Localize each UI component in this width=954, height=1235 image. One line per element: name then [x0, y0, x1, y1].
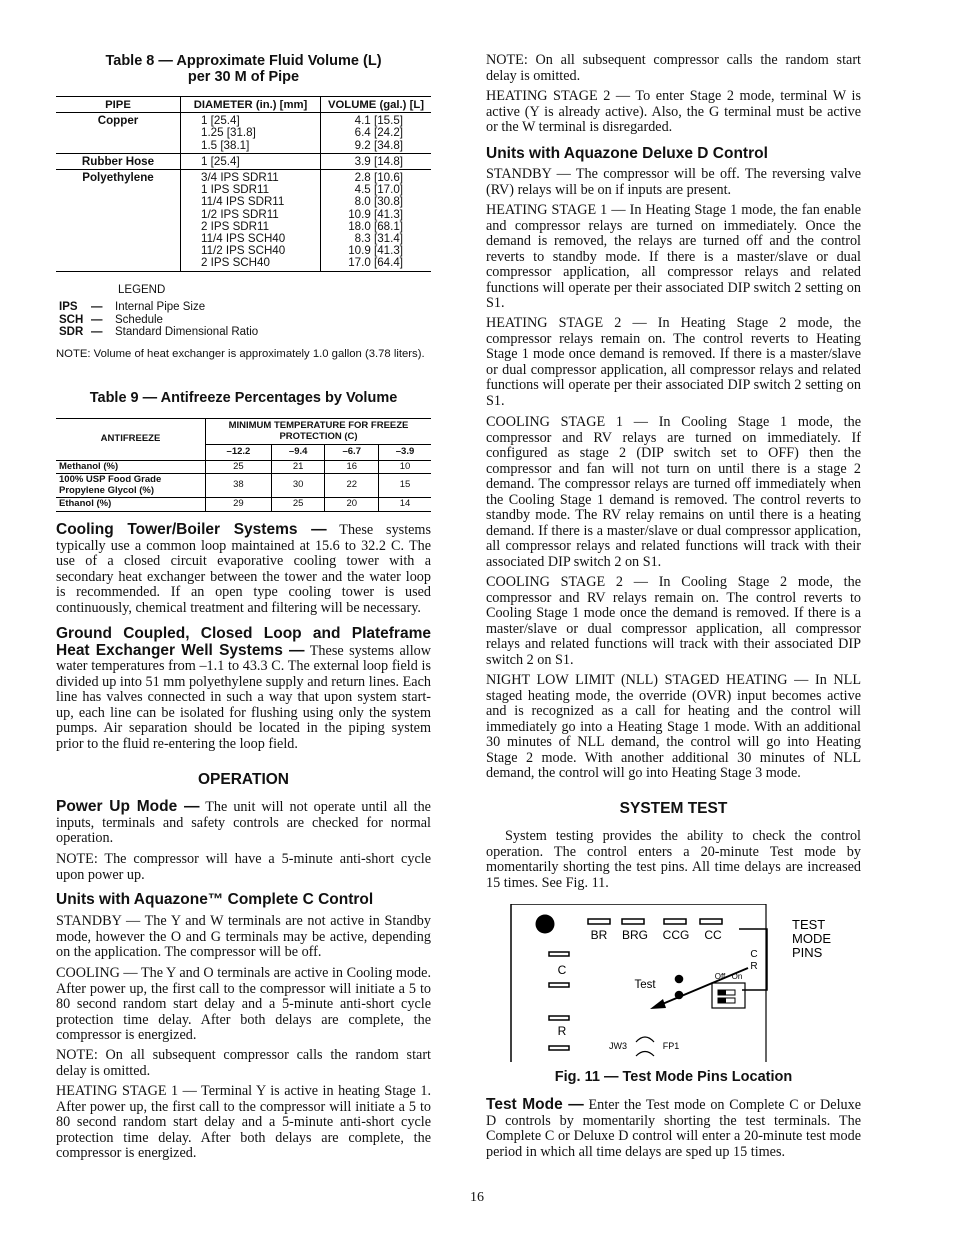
ground-coupled-heading: Ground Coupled, Closed Loop and Plateframe Heat Exchanger Well Systems — — [56, 625, 431, 659]
table9 — [56, 418, 431, 512]
legend-text: Schedule — [115, 313, 163, 326]
table8-title: Table 8 — Approximate Fluid Volume (L) per 30 M of Pipe — [105, 53, 382, 85]
table8-cell-diameter: 1 [25.4] 1.25 [31.8] 1.5 [38.1] — [181, 113, 321, 154]
table9-header-temp: –6.7 — [325, 445, 379, 461]
table8-cell-volume: 3.9 [14.8] — [321, 153, 432, 169]
legend-list — [59, 301, 258, 339]
table8-cell-volume: 4.1 [15.5] 6.4 [24.2] 9.2 [34.8] — [321, 113, 432, 154]
legend-abbr: SDR — [59, 326, 84, 338]
fp1-label: FP1 — [662, 1041, 680, 1051]
heating1-d-paragraph: HEATING STAGE 1 — In Heating Stage 1 mode, the fan enable and compressor relays are turned on immediately. Once the demand is removed, the relays are turned off and the control reverts to standby mode. If there is a master/slave or dual compressor application, all compressor relays and related functions will operate per their associated DIP switch 2 setting on S1. — [486, 202, 861, 312]
pin-label-cc: CC — [704, 928, 722, 942]
power-up-paragraph — [56, 799, 431, 847]
terminal-label-c: C — [557, 963, 567, 977]
test-pin — [675, 975, 684, 984]
page-number: 16 — [470, 1190, 484, 1205]
table8-cell-pipe: Rubber Hose — [56, 153, 181, 169]
table9-cell-value: 25 — [206, 460, 272, 474]
table8-cell-diameter: 3/4 IPS SDR11 1 IPS SDR11 11/4 IPS SDR11 1/2 IPS SDR11 2 IPS SDR11 11/4 IPS SCH40 11/2 IPS SCH40 2 IPS SCH40 — [181, 170, 321, 272]
table-row — [56, 113, 431, 154]
table8-cell-pipe: Copper — [56, 113, 181, 154]
table9-header-temp: –3.9 — [379, 445, 431, 461]
table-row — [56, 170, 431, 272]
note-anti-short: NOTE: The compressor will have a 5-minute anti-short cycle upon power up. — [56, 851, 431, 883]
system-test-paragraph: System testing provides the ability to check the control operation. The control enters a 20-minute Test mode by momentarily shorting the test pins. All time delays are increased 15 times. See Fig. 11. — [486, 828, 861, 891]
dip-on-label: On — [731, 972, 743, 981]
legend-dash: — — [91, 313, 103, 326]
cr-label-r: R — [750, 961, 758, 972]
operation-heading: OPERATION — [198, 771, 289, 788]
figure-caption: Fig. 11 — Test Mode Pins Location — [554, 1069, 793, 1085]
table9-cell-value: 38 — [206, 474, 272, 498]
cooling-tower-heading: Cooling Tower/Boiler Systems — — [56, 521, 327, 538]
note-random-start: NOTE: On all subsequent compressor calls the random start delay is omitted. — [56, 1047, 431, 1079]
table-row — [56, 498, 431, 512]
table8-header-volume: VOLUME (gal.) [L] — [321, 97, 432, 113]
header-pins — [588, 919, 722, 924]
cooling-tower-paragraph — [56, 522, 431, 616]
table9-cell-value: 15 — [379, 474, 431, 498]
power-up-text: The unit will not operate until all the inputs, terminals and safety controls are checked for normal operation. — [56, 799, 431, 847]
terminal-label-r: R — [557, 1024, 567, 1038]
dip-off-label: Off — [714, 972, 726, 981]
table9-cell-name: Methanol (%) — [56, 460, 206, 474]
table-row — [56, 460, 431, 474]
legend-item — [59, 326, 258, 339]
table-row — [56, 474, 431, 498]
standby-d-paragraph: STANDBY — The compressor will be off. The reversing valve (RV) relays will be on if inputs are present. — [486, 166, 861, 198]
table9-title: Table 9 — Antifreeze Percentages by Volume — [89, 390, 398, 406]
power-up-heading: Power Up Mode — — [56, 798, 200, 815]
table9-cell-value: 14 — [379, 498, 431, 512]
mounting-hole — [536, 915, 555, 934]
table9-cell-name: Ethanol (%) — [56, 498, 206, 512]
heating1-c-paragraph: HEATING STAGE 1 — Terminal Y is active in heating Stage 1. After power up, the first call to the compressor will initiate a 5 to 80 second random start delay and a 5-minute anti-short cycle protection time delay. After both delays are complete, the compressor is energized. — [56, 1083, 431, 1162]
legend-abbr: SCH — [59, 313, 84, 326]
test-mode-text: Enter the Test mode on Complete C or Deluxe D controls by momentarily shorting the test terminals. The Complete C or Deluxe D control will enter a 20-minute test mode period in which all time delays are sped up 15 times. — [486, 1097, 861, 1160]
test-mode-heading: Test Mode — — [486, 1096, 584, 1113]
cooling1-d-paragraph: COOLING STAGE 1 — In Cooling Stage 1 mode, the compressor and RV relays are turned on immediately. If configured as stage 2 (DIP switch set to OFF) then the compressor and fan will not turn on until there is a stage 2 demand. The compressor relays are turned off immediately when the Cooling Stage 1 demand is removed. The control reverts to standby mode. The RV relay remains on until there is a heating demand. If there is a master/slave or dual compressor application, all compressor relays and related functions will track with their associated DIP switch 2 on S1. — [486, 414, 861, 570]
pin-label-ccg: CCG — [662, 928, 690, 942]
table9-header-group: MINIMUM TEMPERATURE FOR FREEZE PROTECTION (C) — [206, 419, 432, 445]
table9-cell-value: 16 — [325, 460, 379, 474]
jw3-label: JW3 — [609, 1041, 627, 1051]
table8-cell-pipe: Polyethylene — [56, 170, 181, 272]
complete-c-heading: Units with Aquazone™ Complete C Control — [56, 891, 374, 908]
test-mode-pins-callout: TEST MODE PINS — [792, 917, 831, 960]
pin-label-br: BR — [590, 928, 608, 942]
table8 — [56, 96, 431, 272]
heating2-d-paragraph: HEATING STAGE 2 — In Heating Stage 2 mode, the compressor relays remain on. The control reverts to Heating Stage 1 mode once demand is removed. If there is a master/slave or dual compressor application, all compressor relays and related functions will operate per their associated DIP switch 2 setting on S1. — [486, 315, 861, 409]
legend-title: LEGEND — [118, 284, 166, 296]
cr-label-c: C — [750, 949, 758, 960]
table9-cell-value: 30 — [271, 474, 325, 498]
cooling-c-paragraph: COOLING — The Y and O terminals are active in Cooling mode. After power up, the first call to the compressor will initiate a 5 to 80 second random start delay and a 5-minute anti-short cycle protection time delay. After both delays are complete, the compressor is energized. — [56, 965, 431, 1044]
table8-cell-volume: 2.8 [10.6] 4.5 [17.0] 8.0 [30.8] 10.9 [41.3] 18.0 [68.1] 8.3 [31.4] 10.9 [41.3] 17.0 [64.4] — [321, 170, 432, 272]
ground-coupled-text: These systems allow water temperatures from –1.1 to 43.3 C. The external loop field is divided up into 51 mm polyethylene supply and return lines. Each line has valves connected in such a way that upon system start-up, each line can be isolated for flushing using only the system pumps. Air separation should be located in the piping system prior to the fluid re-entering the loop field. — [56, 642, 431, 752]
legend-text: Internal Pipe Size — [115, 301, 206, 313]
table8-note: NOTE: Volume of heat exchanger is approximately 1.0 gallon (3.78 liters). — [56, 348, 425, 360]
legend-item — [59, 301, 258, 314]
table9-header-antifreeze: ANTIFREEZE — [56, 419, 206, 461]
deluxe-d-heading: Units with Aquazone Deluxe D Control — [486, 145, 768, 162]
table9-header-temp: –12.2 — [206, 445, 272, 461]
test-mode-pins-figure — [510, 904, 860, 1064]
test-label: Test — [634, 979, 656, 991]
legend-dash: — — [91, 326, 103, 338]
table9-cell-value: 20 — [325, 498, 379, 512]
cooling-tower-text: These systems typically use a common loop maintained at 15.6 to 32.2 C. The use of a closed circuit evaporative cooling tower with a secondary heat exchanger between the tower and the water loop is recommended. If an open type cooling tower is used continuously, chemical treatment and filtering will be necessary. — [56, 522, 431, 616]
table8-header-diameter: DIAMETER (in.) [mm] — [181, 97, 321, 113]
jumper-arc — [636, 1052, 654, 1057]
legend-item — [59, 314, 258, 327]
standby-c-paragraph: STANDBY — The Y and W terminals are not active in Standby mode, however the O and G terminals may be active, depending on the application. The compressor will be off. — [56, 913, 431, 961]
table-row — [56, 153, 431, 169]
test-mode-paragraph — [486, 1097, 861, 1160]
system-test-heading: SYSTEM TEST — [619, 800, 728, 817]
table8-cell-diameter: 1 [25.4] — [181, 153, 321, 169]
nll-paragraph: NIGHT LOW LIMIT (NLL) STAGED HEATING — In NLL staged heating mode, the override (OVR) input becomes active and is recognized as a call for heating and the control will immediately go into a Heating Stage 1 mode. With an additional 30 minutes of NLL demand, the control will go into Heating Stage 2 mode. With another additional 30 minutes of NLL demand, the control will go into Heating Stage 3 mode. — [486, 672, 861, 782]
table9-cell-value: 21 — [271, 460, 325, 474]
note-random-start: NOTE: On all subsequent compressor calls the random start delay is omitted. — [486, 52, 861, 84]
cooling2-d-paragraph: COOLING STAGE 2 — In Cooling Stage 2 mode, the compressor and RV relays remain on. The control reverts to Cooling Stage 1 mode once the demand is removed. If there is a master/slave or dual compressor application, all compressor relays and related functions will track with their associated DIP switch 2 on S1. — [486, 574, 861, 668]
legend-dash: — — [91, 301, 103, 313]
table9-cell-name: 100% USP Food Grade Propylene Glycol (%) — [56, 474, 206, 498]
ground-coupled-paragraph — [56, 626, 431, 752]
table9-header-temp: –9.4 — [271, 445, 325, 461]
legend-abbr: IPS — [59, 301, 78, 313]
legend-text: Standard Dimensional Ratio — [115, 326, 259, 338]
table9-cell-value: 29 — [206, 498, 272, 512]
heating2-c-paragraph: HEATING STAGE 2 — To enter Stage 2 mode, terminal W is active (Y is already active). Also, the G terminal must be active or the W terminal is disregarded. — [486, 88, 861, 136]
table8-header-pipe: PIPE — [56, 97, 181, 113]
dip-switch — [712, 983, 745, 1008]
jumper-arc — [636, 1037, 654, 1042]
table9-cell-value: 22 — [325, 474, 379, 498]
table9-cell-value: 25 — [271, 498, 325, 512]
pin-label-brg: BRG — [621, 928, 649, 942]
table9-cell-value: 10 — [379, 460, 431, 474]
